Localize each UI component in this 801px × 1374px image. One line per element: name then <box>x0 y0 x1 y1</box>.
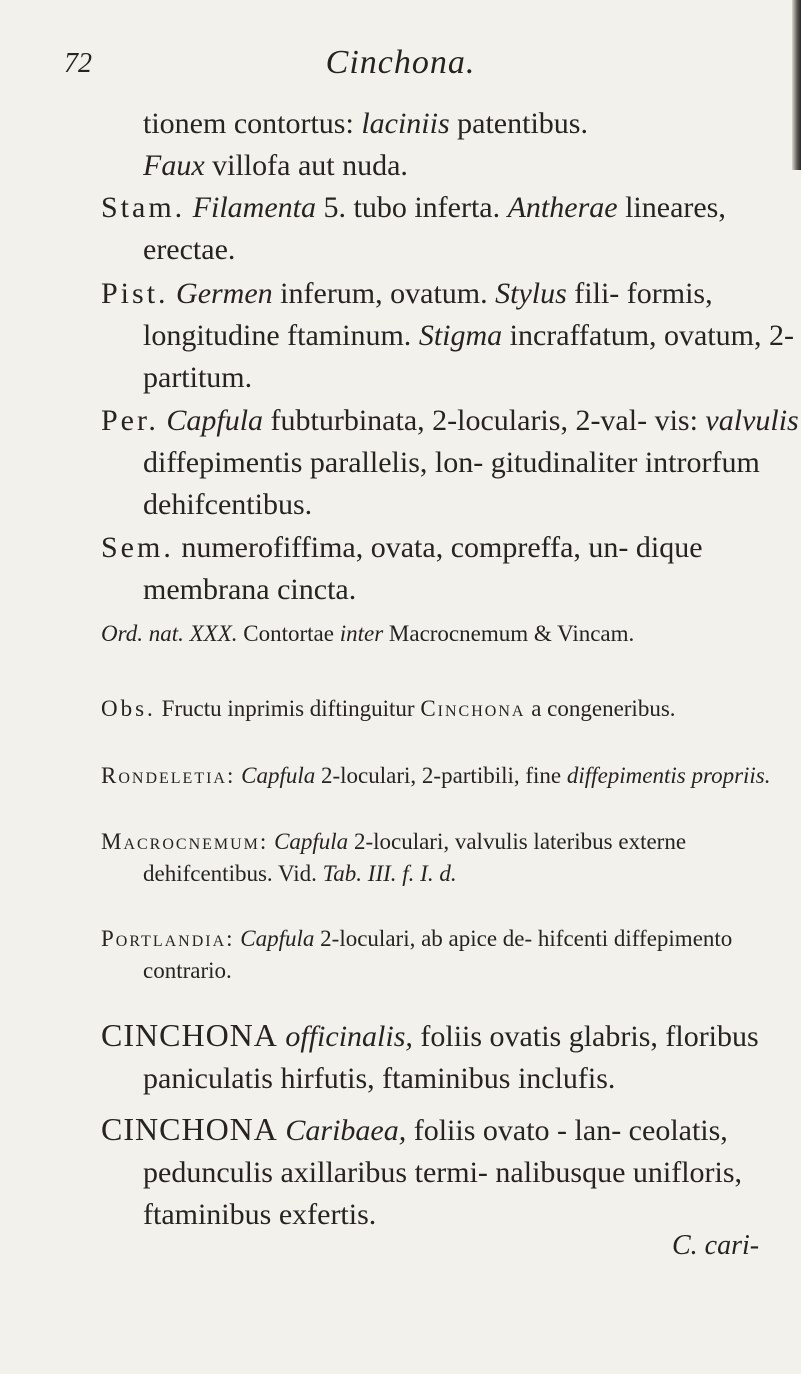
text: Fructu inprimis diftinguitur <box>161 696 415 721</box>
italic-term: Capfula <box>274 829 349 854</box>
italic-term: Stylus <box>495 277 567 310</box>
text: lineares, erectae. <box>143 191 726 266</box>
text: tionem contortus: <box>143 107 354 140</box>
genus-name: CINCHONA <box>101 1111 278 1147</box>
text: 2-loculari, 2-partibili, fine <box>321 763 562 788</box>
order-note <box>101 618 761 650</box>
pericarp-paragraph <box>101 400 801 526</box>
species-epithet: Caribaea, <box>285 1114 407 1147</box>
genus-name: Portlandia: <box>101 926 235 951</box>
portlandia-note <box>101 923 801 987</box>
italic-term: Capfula <box>166 404 264 437</box>
catchword: C. cari- <box>672 1230 760 1261</box>
italic-term: laciniis <box>361 107 450 140</box>
text: numerofiffima, ovata, compreffa, un- dique membrana cincta. <box>143 531 703 606</box>
text: villofa aut nuda. <box>212 149 408 182</box>
species-epithet: officinalis, <box>285 1020 413 1053</box>
italic-term: Faux <box>143 149 205 182</box>
section-label: Sem. <box>101 531 174 564</box>
calyx-continuation <box>101 103 801 187</box>
italic-term: Stigma <box>418 319 503 352</box>
genus-name: Rondeletia: <box>101 763 236 788</box>
species-description: foliis ovato - lan- ceolatis, pedunculis axillaribus termi- nalibusque unifloris, ftaminibus exfertis. <box>143 1114 743 1231</box>
text: 2-loculari, valvulis lateribus externe dehifcentibus. Vid. <box>143 829 687 886</box>
italic-term: Capfula <box>240 926 315 951</box>
stamen-paragraph <box>101 187 801 271</box>
observation-note <box>101 693 801 725</box>
rondeletia-note <box>101 760 801 792</box>
text: fubturbinata, 2-locularis, 2-val- vis: <box>270 404 698 437</box>
text: fili- formis, longitudine ftaminum. <box>143 277 713 352</box>
species-caribaea <box>101 1108 801 1236</box>
section-label: Pist. <box>101 277 169 310</box>
italic-term: Germen <box>176 277 273 310</box>
italic-term: Ord. nat. XXX. <box>101 621 238 646</box>
italic-term: Filamenta <box>192 191 316 224</box>
text: Macrocnemum & Vincam. <box>388 621 635 646</box>
plate-reference: Tab. III. f. I. d. <box>322 861 457 886</box>
section-label: Stam. <box>101 191 186 224</box>
italic-term: Antherae <box>507 191 618 224</box>
species-officinalis <box>101 1014 801 1100</box>
species-description: foliis ovatis glabris, floribus paniculatis hirfutis, ftaminibus inclufis. <box>143 1020 759 1095</box>
text: diffepimentis parallelis, lon- gitudinaliter introrfum dehifcentibus. <box>143 446 760 521</box>
genus-name: Macrocnemum: <box>101 829 269 854</box>
section-label: Per. <box>101 404 159 437</box>
text: 5. tubo inferta. <box>323 191 501 224</box>
text: a congeneribus. <box>531 696 676 721</box>
seed-paragraph <box>101 527 801 611</box>
italic-term: Capfula <box>241 763 316 788</box>
text: Contortae <box>243 621 334 646</box>
pistil-paragraph <box>101 273 801 399</box>
text: incraffatum, ovatum, 2-partitum. <box>143 319 795 394</box>
genus-name: Cinchona <box>420 696 526 721</box>
macrocnemum-note <box>101 826 801 890</box>
italic-term: inter <box>339 621 384 646</box>
running-head: Cinchona. <box>325 44 476 81</box>
page-header <box>0 40 801 84</box>
page-number: 72 <box>64 48 92 79</box>
genus-name: CINCHONA <box>101 1017 278 1053</box>
text: patentibus. <box>457 107 588 140</box>
italic-term: diffepimentis propriis. <box>566 763 771 788</box>
italic-term: valvulis <box>705 404 799 437</box>
text: inferum, ovatum. <box>280 277 488 310</box>
text: 2-loculari, ab apice de- hifcenti diffepimento contrario. <box>143 926 733 983</box>
section-label: Obs. <box>101 696 156 721</box>
